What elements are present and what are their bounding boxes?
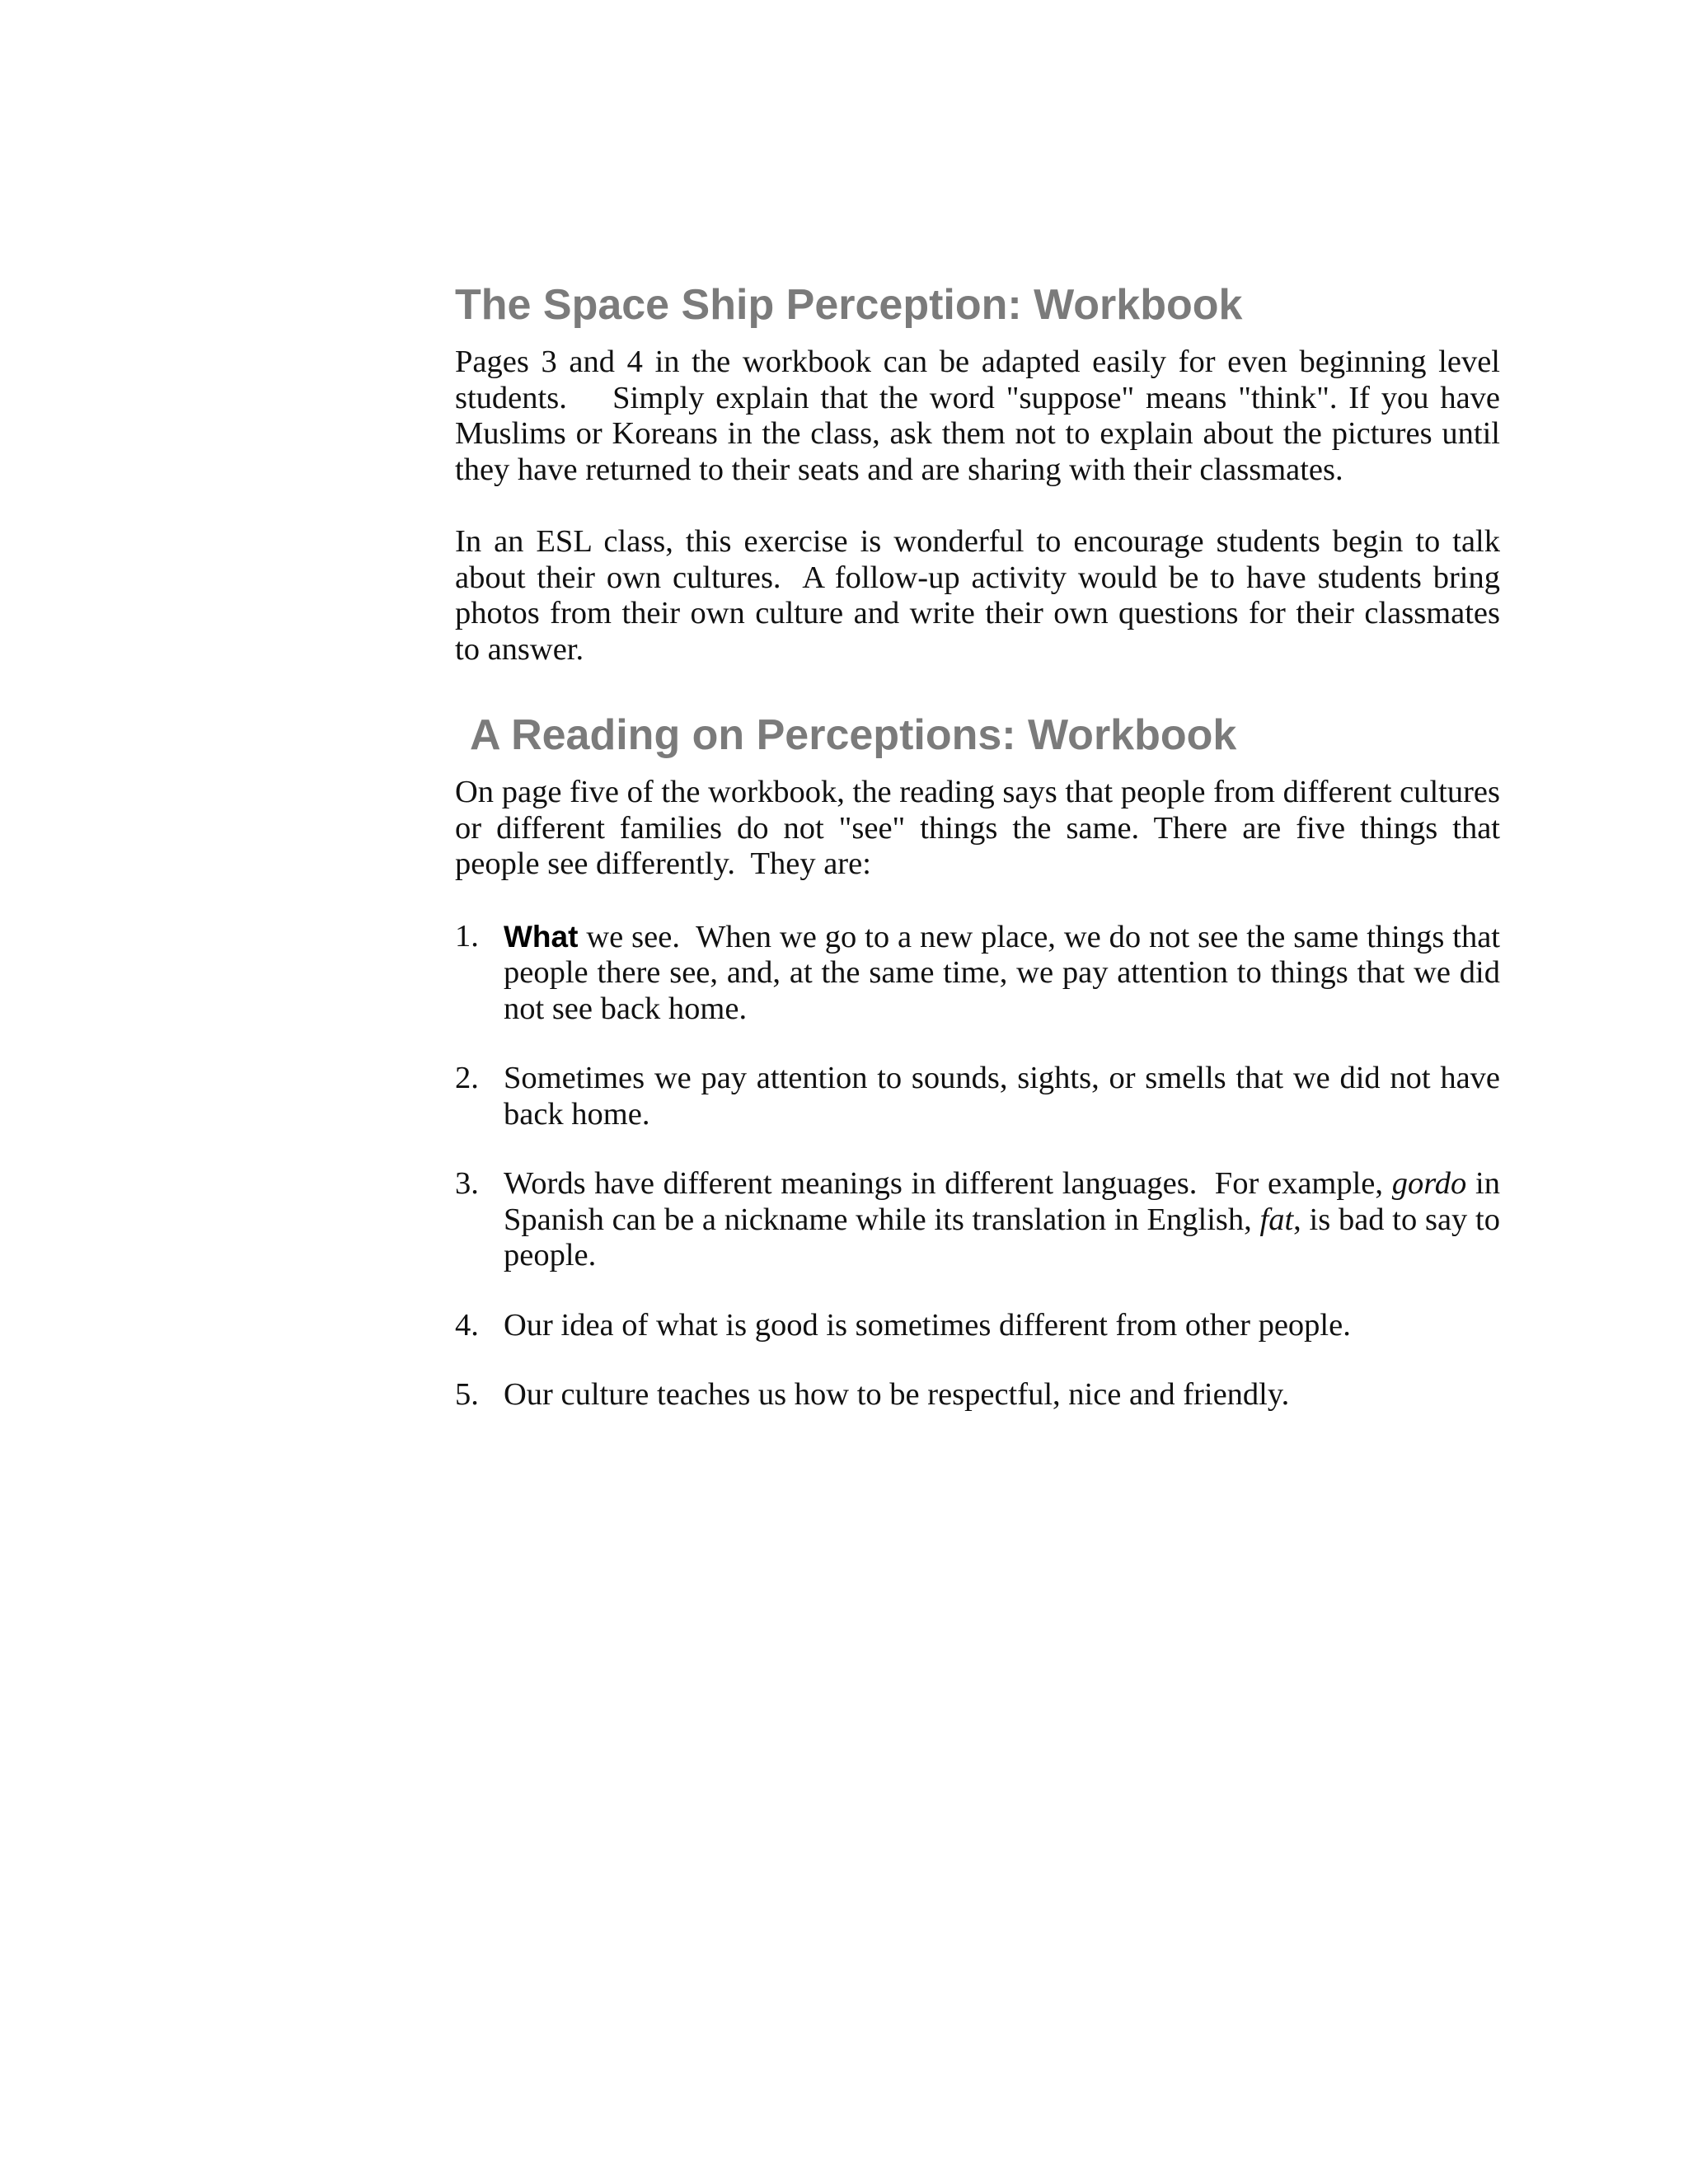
list-item-number: 5. — [455, 1377, 479, 1412]
list-item — [455, 1308, 1500, 1344]
list-item-number: 2. — [455, 1061, 479, 1095]
list-item — [455, 1377, 1500, 1413]
list-item-number: 3. — [455, 1166, 479, 1201]
list-item-text: Sometimes we pay attention to sounds, sights, or smells that we did not have back home. — [504, 1061, 1500, 1132]
list-item-text: Our culture teaches us how to be respectful, nice and friendly. — [504, 1377, 1290, 1412]
paragraph-esl-class: In an ESL class, this exercise is wonderful to encourage students begin to talk about their own cultures. A follow-up activity would be to have students bring photos from their own culture and write their own questions for their classmates to answer. — [455, 524, 1500, 667]
section-heading-reading-perceptions: A Reading on Perceptions: Workbook — [470, 711, 1237, 759]
list-item — [455, 1061, 1500, 1132]
list-item-number: 1. — [455, 918, 479, 954]
list-item — [455, 919, 1500, 1028]
list-item-number: 4. — [455, 1307, 479, 1343]
paragraph-reading-intro: On page five of the workbook, the reading says that people from different cultures or different families do not "see" things the same. There are five things that people see differently. They are: — [455, 775, 1500, 881]
list-item-text: we see. When we go to a new place, we do not see the same things that people there see, and, at the same time, we pay attention to things that we did not see back home. — [504, 919, 1500, 1026]
section-heading-space-ship: The Space Ship Perception: Workbook — [455, 281, 1243, 329]
perception-list — [455, 919, 1500, 1413]
page-content — [455, 279, 1500, 1447]
list-item-italic-word: fat — [1259, 1202, 1294, 1237]
list-item-bold-lead: What — [504, 919, 579, 954]
list-item-text: Our idea of what is good is sometimes different from other people. — [504, 1307, 1351, 1343]
paragraph-workbook-pages: Pages 3 and 4 in the workbook can be adapted easily for even beginning level students. Simply explain that the word "suppose" means "think". If you have Muslims or Koreans in the class, ask them not to explain about the pictures until they have returned to their seats and are sharing with their classmates. — [455, 344, 1500, 487]
list-item-text: in Spanish can be a nickname while its translation in English, — [504, 1166, 1500, 1237]
list-item-text: , is bad to say to people. — [504, 1202, 1500, 1272]
list-item-italic-word: gordo — [1391, 1166, 1467, 1201]
list-item-text: Words have different meanings in different languages. For example, — [504, 1166, 1392, 1201]
list-item — [455, 1166, 1500, 1274]
